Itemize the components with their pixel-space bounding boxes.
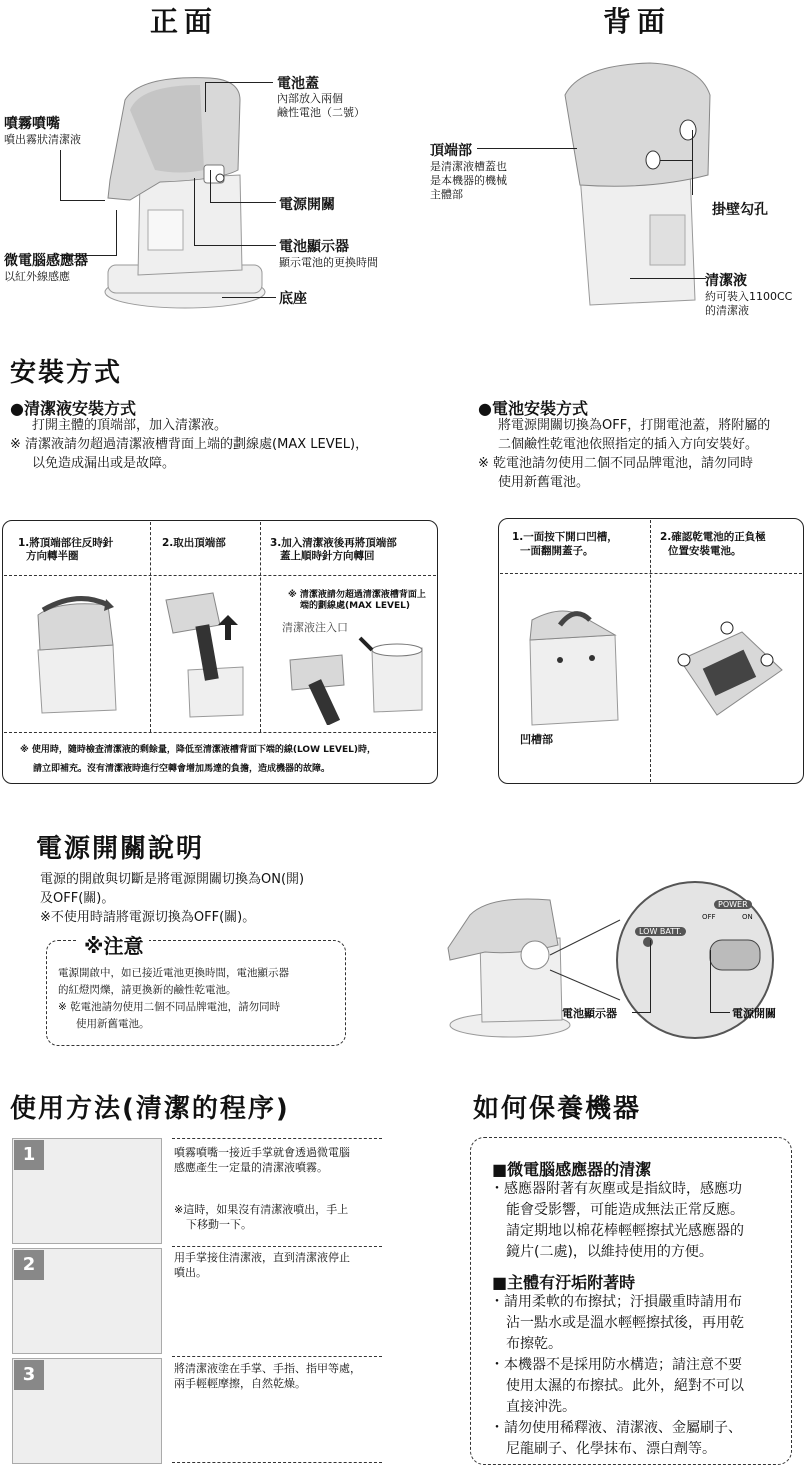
power-switch-diagram-label: 電源開關 <box>732 1007 776 1020</box>
usage-step3-text2: 兩手輕輕摩擦，自然乾燥。 <box>174 1377 306 1390</box>
top-part-desc-2: 是本機器的機械 <box>430 174 507 187</box>
caution-line2: 的紅燈閃爍，請更換新的鹼性乾電池。 <box>58 984 237 996</box>
care-sensor-line4: 鏡片(二處)，以維持使用的方便。 <box>506 1244 713 1260</box>
care-sensor-heading: ■微電腦感應器的清潔 <box>492 1160 652 1179</box>
battery-install-note2: 使用新舊電池。 <box>498 475 590 490</box>
on-text: ON <box>742 913 753 921</box>
care-body-line1: ・請用柔軟的布擦拭；汙損嚴重時請用布 <box>490 1294 742 1310</box>
usage-step1-number: 1 <box>14 1140 44 1170</box>
power-line3: ※不使用時請將電源切換為OFF(關)。 <box>40 910 256 925</box>
care-body-line5: 使用太濕的布擦拭。此外，絕對不可以 <box>506 1378 744 1394</box>
battery-cover-label: 電池蓋 <box>277 76 319 92</box>
nozzle-desc: 噴出霧狀清潔液 <box>4 133 81 146</box>
care-body-line3: 布擦乾。 <box>506 1336 562 1352</box>
care-sensor-line2: 能會受影響，可能造成無法正常反應。 <box>506 1202 744 1218</box>
usage-step2-number: 2 <box>14 1250 44 1280</box>
caution-line4: 使用新舊電池。 <box>76 1018 150 1030</box>
usage-step1-text2: 感應產生一定量的清潔液噴霧。 <box>174 1161 328 1174</box>
liquid-install-note1: ※ 清潔液請勿超過清潔液槽背面上端的劃線處(MAX LEVEL)， <box>10 437 369 452</box>
low-batt-label: LOW BATT. <box>635 927 686 936</box>
usage-step2-text2: 噴出。 <box>174 1266 207 1279</box>
battery-install-heading: ●電池安裝方式 <box>478 399 588 418</box>
care-body-line7: ・請勿使用稀釋液、清潔液、金屬刷子、 <box>490 1420 742 1436</box>
step3-note2: 端的劃線處(MAX LEVEL) <box>300 601 410 611</box>
step3-image <box>282 630 432 725</box>
care-sensor-line3: 請定期地以棉花棒輕輕擦拭光感應器的 <box>506 1223 744 1239</box>
power-line1: 電源的開啟與切斷是將電源開關切換為ON(開) <box>40 872 305 887</box>
battery-step2-line2: 位置安裝電池。 <box>668 545 742 557</box>
care-body-line2: 沾一點水或是溫水輕輕擦拭後，再用乾 <box>506 1315 744 1331</box>
liquid-label: 清潔液 <box>705 273 747 289</box>
battery-indicator-desc: 顯示電池的更換時間 <box>279 256 378 269</box>
caution-line3: ※ 乾電池請勿使用二個不同品牌電池，請勿同時 <box>58 1001 281 1013</box>
battery-step2-image <box>672 620 787 725</box>
liquid-footer2: 請立即補充。沒有清潔液時進行空轉會增加馬達的負擔，造成機器的故障。 <box>33 764 331 774</box>
power-text: POWER <box>714 900 752 909</box>
liquid-footer1: ※ 使用時，隨時檢查清潔液的剩餘量，降低至清潔液槽背面下端的線(LOW LEVEL)時， <box>20 745 376 755</box>
care-body-heading: ■主體有汙垢附著時 <box>492 1273 636 1292</box>
battery-install-line1: 將電源開關切換為OFF，打開電池蓋，將附屬的 <box>498 418 771 433</box>
usage-title: 使用方法(清潔的程序) <box>10 1094 290 1124</box>
caution-title: ※注意 <box>78 930 149 959</box>
liquid-step3-line1: 3.加入清潔液後再將頂端部 <box>270 537 397 549</box>
liquid-desc-2: 的清潔液 <box>705 304 749 317</box>
usage-step1-text3: ※這時，如果沒有清潔液噴出，手上 <box>174 1203 349 1216</box>
battery-install-note1: ※ 乾電池請勿使用二個不同品牌電池，請勿同時 <box>478 456 754 471</box>
liquid-step2: 2.取出頂端部 <box>162 537 226 549</box>
front-dispenser-image <box>100 70 280 310</box>
install-title: 安裝方式 <box>10 358 123 388</box>
battery-cover-desc-1: 內部放入兩個 <box>277 92 343 105</box>
groove-label: 凹槽部 <box>520 733 553 746</box>
liquid-step1-line2: 方向轉半圈 <box>26 550 79 562</box>
sensor-desc: 以紅外線感應 <box>4 270 70 283</box>
caution-line1: 電源開啟中，如已接近電池更換時間，電池顯示器 <box>58 967 289 979</box>
liquid-install-line1: 打開主體的頂端部，加入清潔液。 <box>32 418 228 433</box>
usage-step1-text1: 噴霧噴嘴一接近手掌就會透過微電腦 <box>174 1146 350 1159</box>
back-title: 背面 <box>603 5 672 38</box>
liquid-step1-line1: 1.將頂端部往反時針 <box>18 537 114 549</box>
liquid-inlet-label: 清潔液注入口 <box>282 621 348 634</box>
care-body-line4: ・本機器不是採用防水構造；請注意不要 <box>490 1357 742 1373</box>
power-switch-label: 電源開關 <box>279 197 335 213</box>
step2-image <box>158 585 253 720</box>
off-text: OFF <box>702 913 716 921</box>
usage-step1-text4: 下移動一下。 <box>186 1218 252 1231</box>
power-indicator-label: 電池顯示器 <box>562 1007 617 1020</box>
care-body-line6: 直接沖洗。 <box>506 1399 576 1415</box>
battery-step1-line1: 1.一面按下開口凹槽， <box>512 531 618 543</box>
top-part-label: 頂端部 <box>430 143 472 159</box>
battery-install-line2: 二個鹼性乾電池依照指定的插入方向安裝好。 <box>498 437 759 452</box>
care-title: 如何保養機器 <box>473 1094 642 1124</box>
base-label: 底座 <box>279 291 307 307</box>
power-line2: 及OFF(關)。 <box>40 891 115 906</box>
nozzle-label: 噴霧噴嘴 <box>4 116 60 132</box>
back-dispenser-image <box>560 55 720 315</box>
hook-hole-label: 掛壁勾孔 <box>712 202 768 218</box>
liquid-desc-1: 約可裝入1100CC <box>705 290 793 303</box>
usage-step3-number: 3 <box>14 1360 44 1390</box>
usage-step2-text1: 用手掌接住清潔液，直到清潔液停止 <box>174 1251 350 1264</box>
battery-indicator-label: 電池顯示器 <box>279 239 349 255</box>
sensor-label: 微電腦感應器 <box>4 253 88 269</box>
battery-step1-line2: 一面翻開蓋子。 <box>520 545 594 557</box>
top-part-desc-1: 是清潔液槽蓋也 <box>430 160 507 173</box>
liquid-step3-line2: 蓋上順時針方向轉回 <box>280 550 375 562</box>
care-body-line8: 尼龍刷子、化學抹布、漂白劑等。 <box>506 1441 716 1457</box>
top-part-desc-3: 主體部 <box>430 188 463 201</box>
battery-step2-line1: 2.確認乾電池的正負極 <box>660 531 766 543</box>
liquid-install-note2: 以免造成漏出或是故障。 <box>32 456 176 471</box>
battery-step1-image <box>520 600 630 730</box>
care-sensor-line1: ・感應器附著有灰塵或是指紋時，感應功 <box>490 1181 742 1197</box>
liquid-install-heading: ●清潔液安裝方式 <box>10 399 136 418</box>
front-title: 正面 <box>150 5 219 38</box>
step1-image <box>28 585 128 720</box>
power-title: 電源開關說明 <box>36 834 205 864</box>
battery-cover-desc-2: 鹼性電池（二號） <box>277 106 365 119</box>
step3-note1: ※ 清潔液請勿超過清潔液槽背面上 <box>288 590 426 600</box>
usage-step3-text1: 將清潔液塗在手掌、手指、指甲等處， <box>174 1362 361 1375</box>
